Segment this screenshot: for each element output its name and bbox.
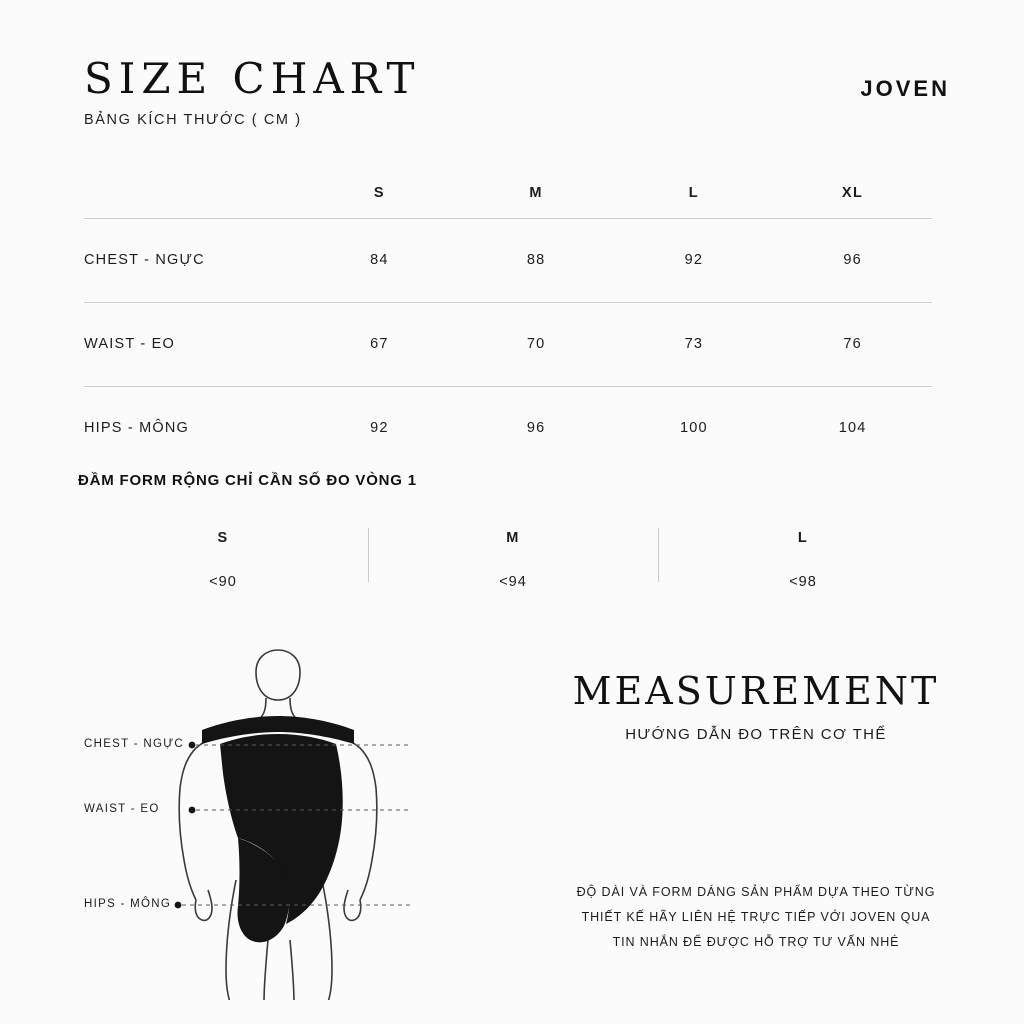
loose-fit-column-m [368, 522, 658, 600]
size-table [84, 168, 932, 470]
size-header-xl: XL [841, 184, 864, 201]
hips-m: 96 [526, 420, 546, 437]
size-header-m: M [529, 184, 543, 201]
figure-label-hips: HIPS - MÔNG [84, 898, 172, 910]
page-header [84, 54, 950, 128]
size-header-l: L [688, 184, 700, 201]
size-table-body [84, 218, 932, 470]
loose-fit-heading: ĐẦM FORM RỘNG CHỈ CẦN SỐ ĐO VÒNG 1 [78, 472, 417, 489]
figure-label-chest: CHEST - NGỰC [84, 738, 184, 750]
measurement-note-line-1: ĐỘ DÀI VÀ FORM DÁNG SẢN PHẨM DỰA THEO TỪNG [576, 885, 936, 899]
row-label-waist: WAIST - EO [84, 336, 175, 352]
hips-s: 92 [370, 420, 389, 437]
hips-xl: 104 [838, 420, 867, 437]
chest-xl: 96 [843, 252, 862, 268]
row-label-chest: CHEST - NGỰC [84, 252, 205, 268]
hips-l: 100 [679, 420, 708, 437]
loose-fit-table [78, 522, 948, 600]
loose-size-s: S [217, 530, 229, 546]
measurement-title: MEASUREMENT [572, 669, 940, 713]
measurement-note [560, 880, 952, 955]
page-title: SIZE CHART [84, 54, 421, 103]
chest-m: 88 [526, 252, 546, 268]
loose-value-s: <90 [209, 574, 237, 590]
waist-xl: 76 [843, 336, 862, 352]
brand-logo: JOVEN [860, 76, 950, 101]
loose-fit-column-s [78, 522, 368, 600]
size-table-header-row [84, 168, 932, 218]
chest-l: 92 [684, 252, 704, 268]
loose-fit-column-l [658, 522, 948, 600]
chest-s: 84 [370, 252, 389, 268]
loose-size-l: L [797, 530, 809, 546]
title-block [84, 54, 421, 128]
waist-l: 73 [684, 336, 704, 352]
table-row [84, 386, 932, 470]
page-subtitle: BẢNG KÍCH THƯỚC ( CM ) [84, 112, 302, 128]
measurement-subtitle: HƯỚNG DẪN ĐO TRÊN CƠ THỂ [625, 726, 887, 743]
body-figure-area [60, 640, 540, 1000]
waist-m: 70 [526, 336, 546, 352]
measurement-note-line-2: THIẾT KẾ HÃY LIÊN HỆ TRỰC TIẾP VỚI JOVEN QUA [581, 910, 931, 924]
measurement-note-line-3: TIN NHẮN ĐỂ ĐƯỢC HỖ TRỢ TƯ VẤN NHÉ [612, 935, 900, 949]
row-label-hips: HIPS - MÔNG [84, 420, 190, 437]
size-table-corner [84, 168, 301, 218]
table-row [84, 218, 932, 302]
measurement-block [560, 669, 952, 743]
waist-s: 67 [370, 336, 389, 352]
table-row [84, 302, 932, 386]
female-body-figure-icon [60, 640, 540, 1000]
size-header-s: S [373, 184, 386, 201]
loose-value-m: <94 [499, 574, 527, 590]
loose-value-l: <98 [789, 574, 817, 590]
loose-size-m: M [506, 530, 520, 546]
figure-label-waist: WAIST - EO [84, 803, 160, 815]
size-table-head [84, 168, 932, 218]
